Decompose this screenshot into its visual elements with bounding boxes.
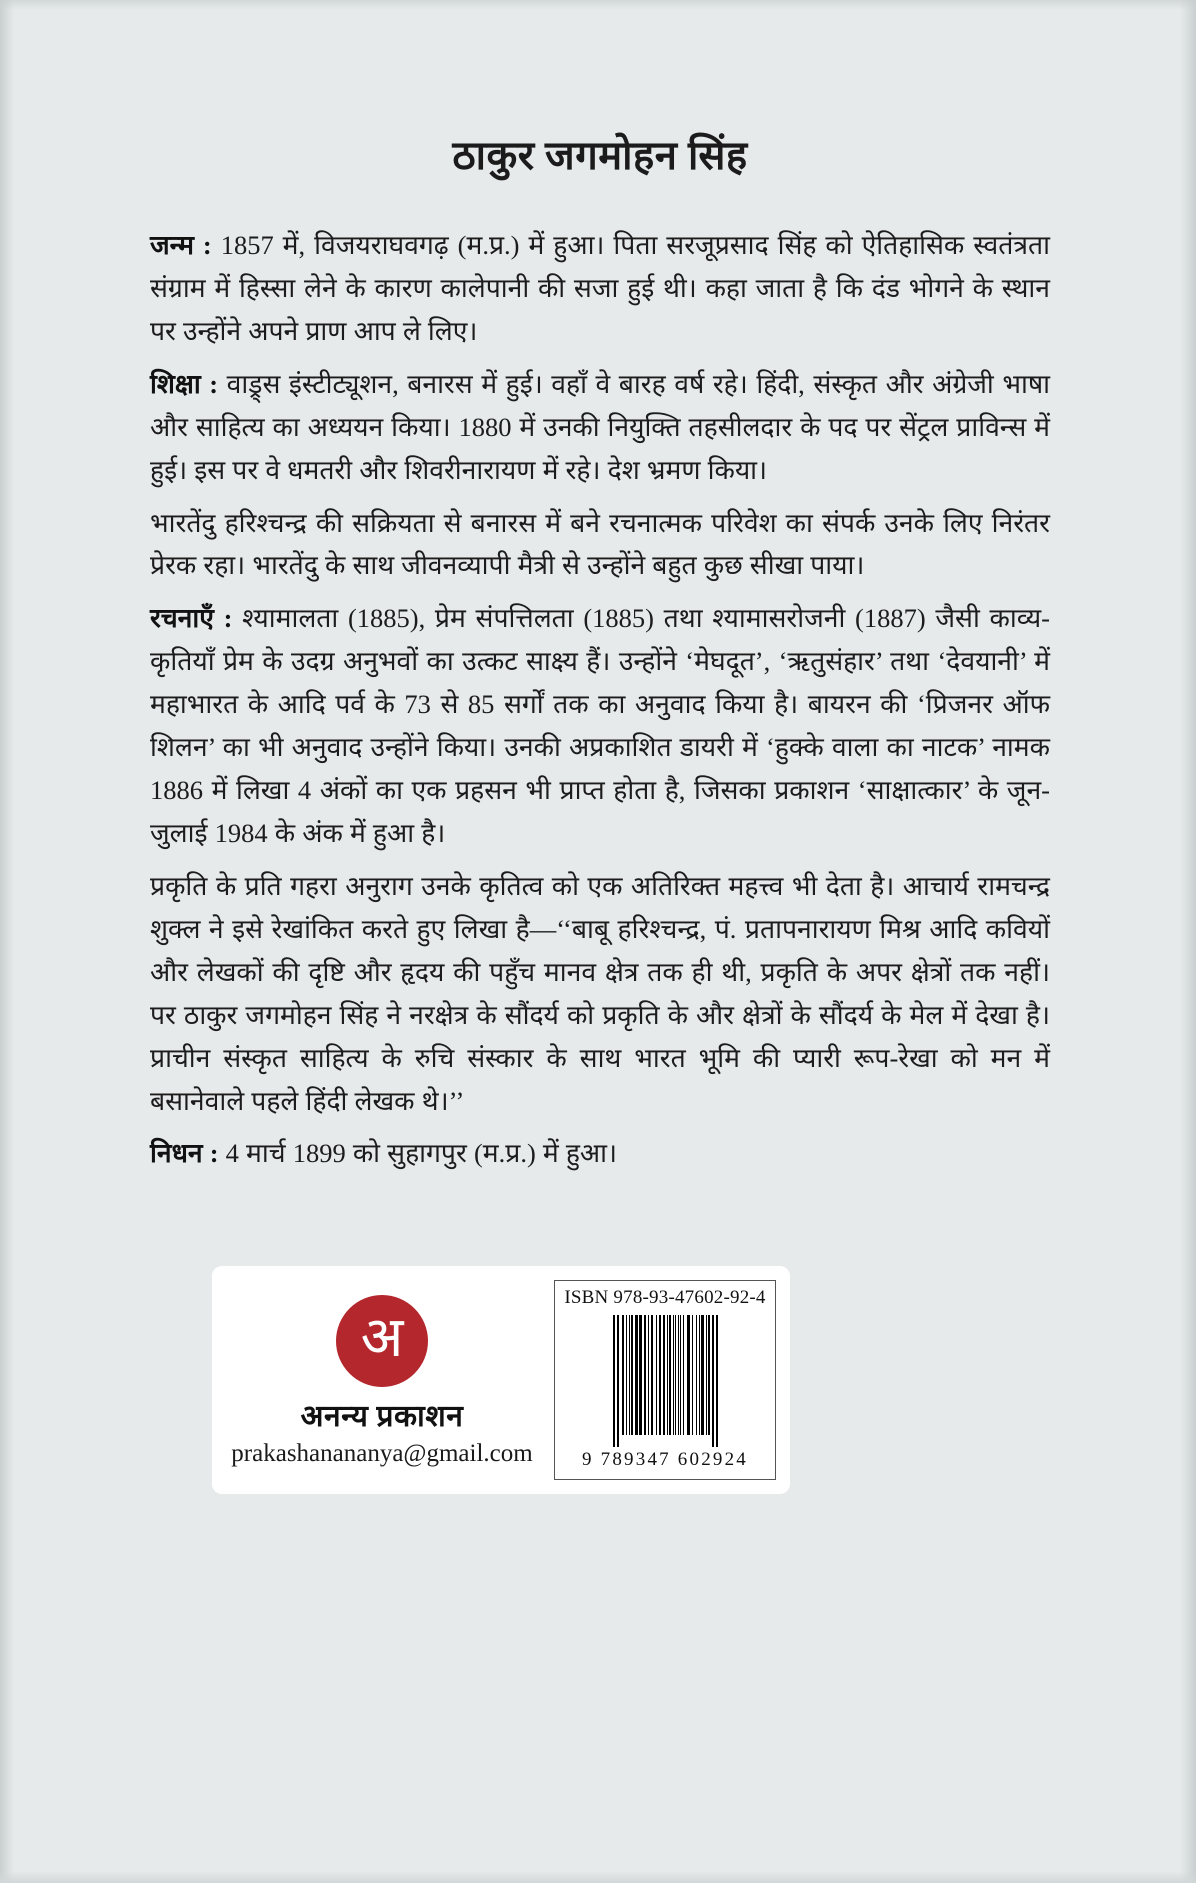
section-birth	[150, 224, 1050, 353]
section-birth-label: जन्म :	[150, 230, 212, 260]
barcode-block	[554, 1280, 776, 1480]
page-edge-shading-bottom	[0, 1871, 1196, 1883]
section-works-label: रचनाएँ :	[150, 603, 233, 634]
section-nature-quote-text: प्रकृति के प्रति गहरा अनुराग उनके कृतित्व को एक अतिरिक्त महत्त्व भी देता है। आचार्य रामचन्द्र शुक्ल ने इसे रेखांकित करते हुए लिखा है—‘‘बाबू हरिश्चन्द्र, पं. प्रतापनारायण मिश्र आदि कवियों और लेखकों की दृष्टि और हृदय की पहुँच मानव क्षेत्र तक ही थी, प्रकृति के अपर क्षेत्रों तक नहीं। पर ठाकुर जगमोहन सिंह ने नरक्षेत्र के सौंदर्य को प्रकृति के और क्षेत्रों के सौंदर्य के मेल में देखा है। प्राचीन संस्कृत साहित्य के रुचि संस्कार के साथ भारत भूमि की प्यारी रूप-रेखा को मन में बसानेवाले पहले हिंदी लेखक थे।’’	[150, 870, 1050, 1116]
barcode-bars-icon	[613, 1315, 718, 1447]
section-nature-quote	[150, 865, 1050, 1123]
section-death-text: 4 मार्च 1899 को सुहागपुर (म.प्र.) में हुआ।	[218, 1138, 618, 1169]
publisher-logo-glyph: अ	[360, 1307, 404, 1369]
section-death-label: निधन :	[150, 1138, 219, 1169]
publisher-identity	[212, 1266, 552, 1494]
page-edge-shading-left	[0, 0, 14, 1883]
publisher-email: prakashanananya@gmail.com	[231, 1440, 533, 1467]
publisher-logo-icon	[336, 1295, 428, 1387]
section-education-label: शिक्षा :	[150, 368, 219, 399]
book-title: ठाकुर जगमोहन सिंह	[452, 133, 748, 178]
publisher-name: अनन्य प्रकाशन	[300, 1400, 464, 1433]
section-education	[150, 363, 1050, 492]
page-edge-shading-right	[1180, 0, 1196, 1883]
section-death	[150, 1132, 1050, 1175]
section-bharatendu-text: भारतेंदु हरिश्चन्द्र की सक्रियता से बनारस में बने रचनात्मक परिवेश का संपर्क उनके लिए निरंतर प्रेरक रहा। भारतेंदु के साथ जीवनव्यापी मैत्री से उन्होंने बहुत कुछ सीखा पाया।	[150, 507, 1050, 581]
section-bharatendu	[150, 502, 1050, 588]
page-edge-shading-top	[0, 0, 1196, 10]
isbn-label: ISBN 978-93-47602-92-4	[564, 1287, 766, 1308]
barcode-digits: 9 789347 602924	[582, 1449, 748, 1470]
section-education-text: वाड्र्स इंस्टीट्यूशन, बनारस में हुई। वहाँ वे बारह वर्ष रहे। हिंदी, संस्कृत और अंग्रेजी भाषा और साहित्य का अध्ययन किया। 1880 में उनकी नियुक्ति तहसीलदार के पद पर सेंट्रल प्राविन्स में हुई। इस पर वे धमतरी और शिवरीनारायण में रहे। देश भ्रमण किया।	[150, 368, 1051, 485]
section-works	[150, 597, 1050, 855]
section-works-text: श्यामालता (1885), प्रेम संपत्तिलता (1885) तथा श्यामासरोजनी (1887) जैसी काव्य-कृतियाँ प्रेम के उदग्र अनुभवों का उत्कट साक्ष्य हैं। उन्होंने ‘मेघदूत’, ‘ऋतुसंहार’ तथा ‘देवयानी’ में महाभारत के आदि पर्व के 73 से 85 सर्गों तक का अनुवाद किया है। बायरन की ‘प्रिजनर ऑफ शिलन’ का भी अनुवाद उन्होंने किया। उनकी अप्रकाशित डायरी में ‘हुक्के वाला का नाटक’ नामक 1886 में लिखा 4 अंकों का एक प्रहसन भी प्राप्त होता है, जिसका प्रकाशन ‘साक्षात्कार’ के जून-जुलाई 1984 के अंक में हुआ है।	[150, 603, 1050, 848]
section-birth-text: 1857 में, विजयराघवगढ़ (म.प्र.) में हुआ। पिता सरजूप्रसाद सिंह को ऐतिहासिक स्वतंत्रता संग्राम में हिस्सा लेने के कारण कालेपानी की सजा हुई थी। कहा जाता है कि दंड भोगने के स्थान पर उन्होंने अपने प्राण आप ले लिए।	[150, 230, 1050, 346]
blurb-content	[150, 132, 1050, 1175]
publisher-panel	[212, 1266, 790, 1494]
